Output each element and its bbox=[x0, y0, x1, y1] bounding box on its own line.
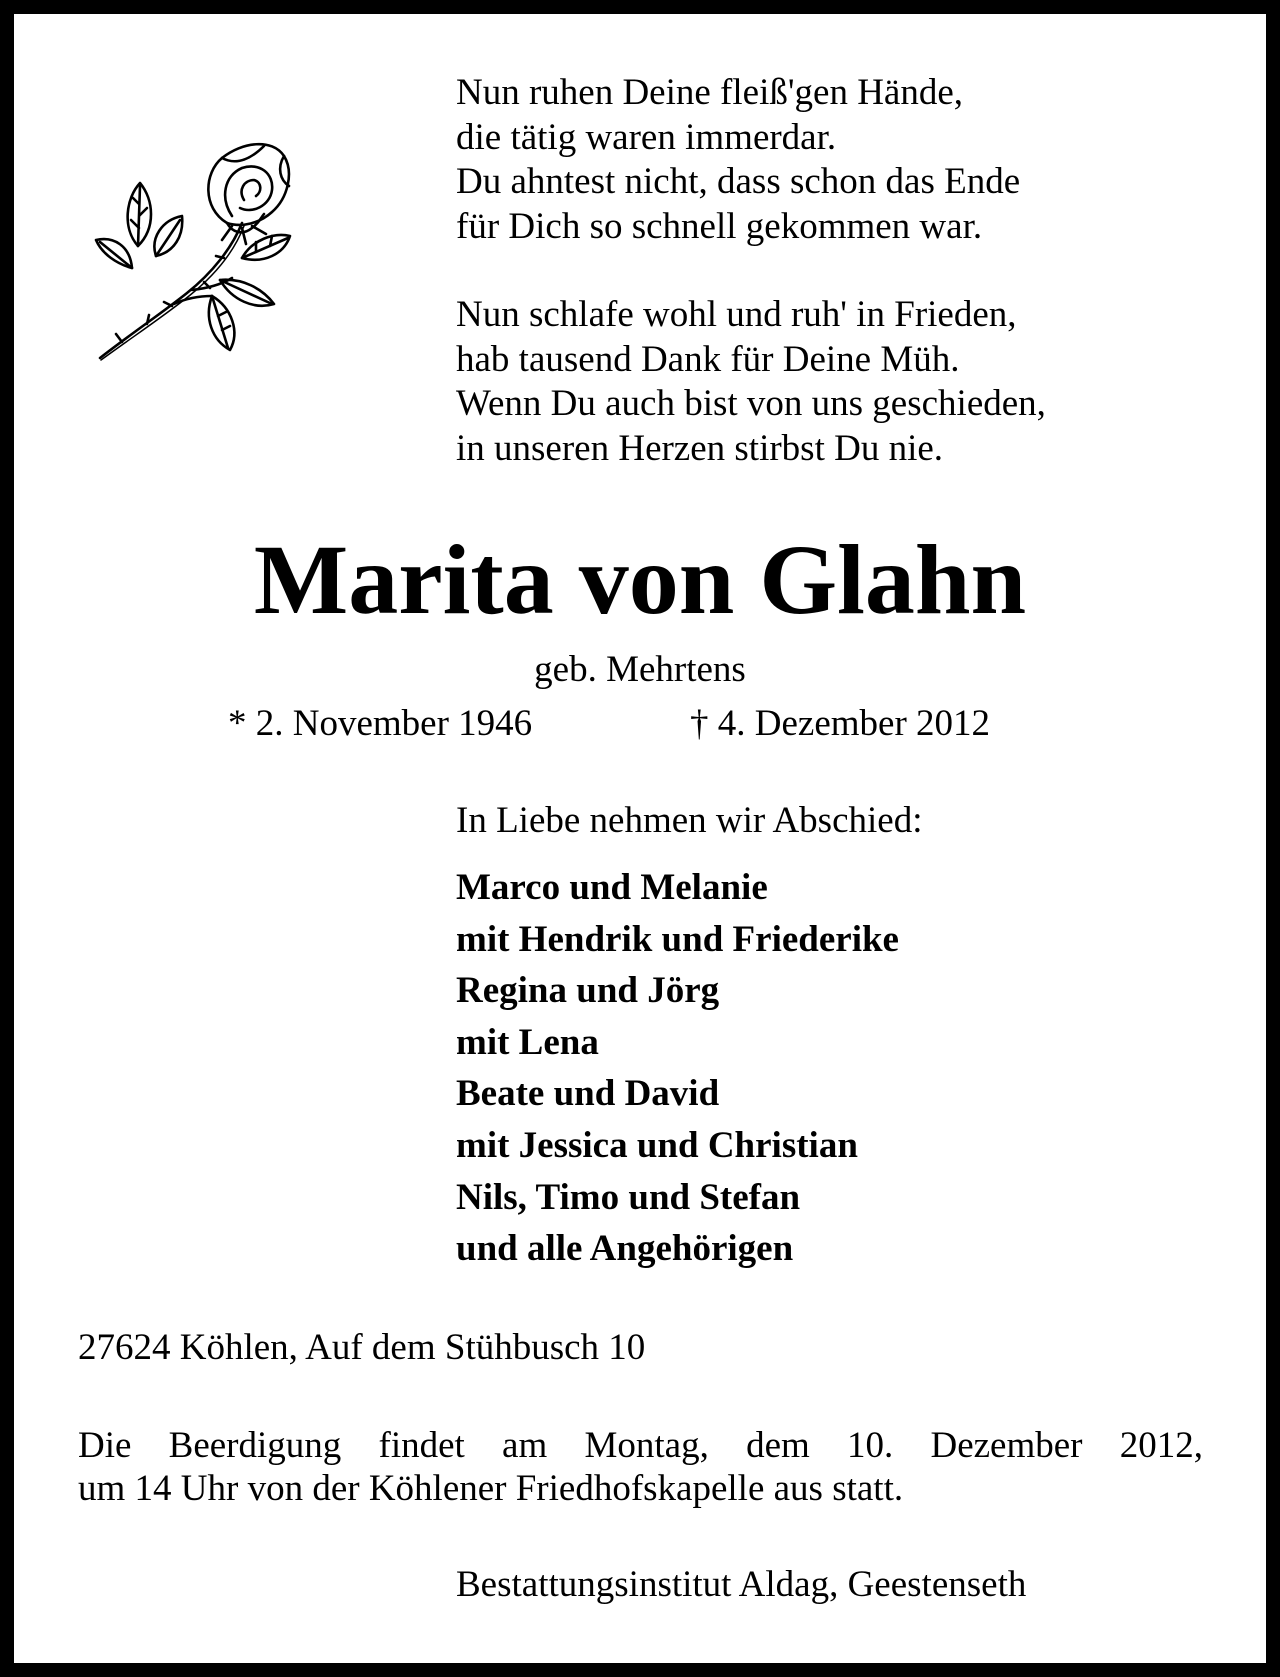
maiden-name: geb. Mehrtens bbox=[534, 649, 746, 690]
mourner-line: und alle Angehörigen bbox=[456, 1228, 794, 1270]
poem-line: Du ahntest nicht, dass schon das Ende bbox=[456, 161, 1021, 202]
funeral-line: Die Beerdigung findet am Montag, dem 10. Dezember 2012, bbox=[78, 1425, 1203, 1466]
rose-icon bbox=[92, 128, 302, 368]
mourner-line: Nils, Timo und Stefan bbox=[456, 1176, 801, 1218]
birth-date: * 2. November 1946 bbox=[228, 703, 533, 744]
poem-line: hab tausend Dank für Deine Müh. bbox=[456, 338, 960, 380]
poem-line: in unseren Herzen stirbst Du nie. bbox=[456, 427, 944, 469]
poem-line: Nun ruhen Deine fleiß'gen Hände, bbox=[456, 72, 964, 113]
poem-line: für Dich so schnell gekommen war. bbox=[456, 205, 983, 247]
funeral-notice bbox=[78, 1424, 1203, 1510]
undertaker: Bestattungsinstitut Aldag, Geestenseth bbox=[456, 1564, 1027, 1605]
address: 27624 Köhlen, Auf dem Stühbusch 10 bbox=[78, 1327, 646, 1368]
mourner-line: Regina und Jörg bbox=[456, 970, 720, 1012]
poem-line: die tätig waren immerdar. bbox=[456, 116, 837, 158]
mourner-line: mit Jessica und Christian bbox=[456, 1124, 858, 1166]
poem-line: Wenn Du auch bist von uns geschieden, bbox=[456, 383, 1046, 424]
mourner-line: Marco und Melanie bbox=[456, 867, 768, 908]
deceased-name: Marita von Glahn bbox=[253, 524, 1027, 635]
mourner-line: mit Hendrik und Friederike bbox=[456, 918, 899, 960]
poem-stanza-2 bbox=[456, 293, 1216, 471]
funeral-line: um 14 Uhr von der Köhlener Friedhofskapelle aus statt. bbox=[78, 1468, 904, 1509]
mourner-line: mit Lena bbox=[456, 1021, 599, 1063]
mourners-list bbox=[456, 862, 899, 1275]
farewell-intro: In Liebe nehmen wir Abschied: bbox=[456, 800, 923, 841]
mourner-line: Beate und David bbox=[456, 1073, 720, 1115]
poem-stanza-1 bbox=[456, 71, 1216, 249]
death-date: † 4. Dezember 2012 bbox=[690, 703, 991, 744]
poem-line: Nun schlafe wohl und ruh' in Frieden, bbox=[456, 294, 1017, 335]
